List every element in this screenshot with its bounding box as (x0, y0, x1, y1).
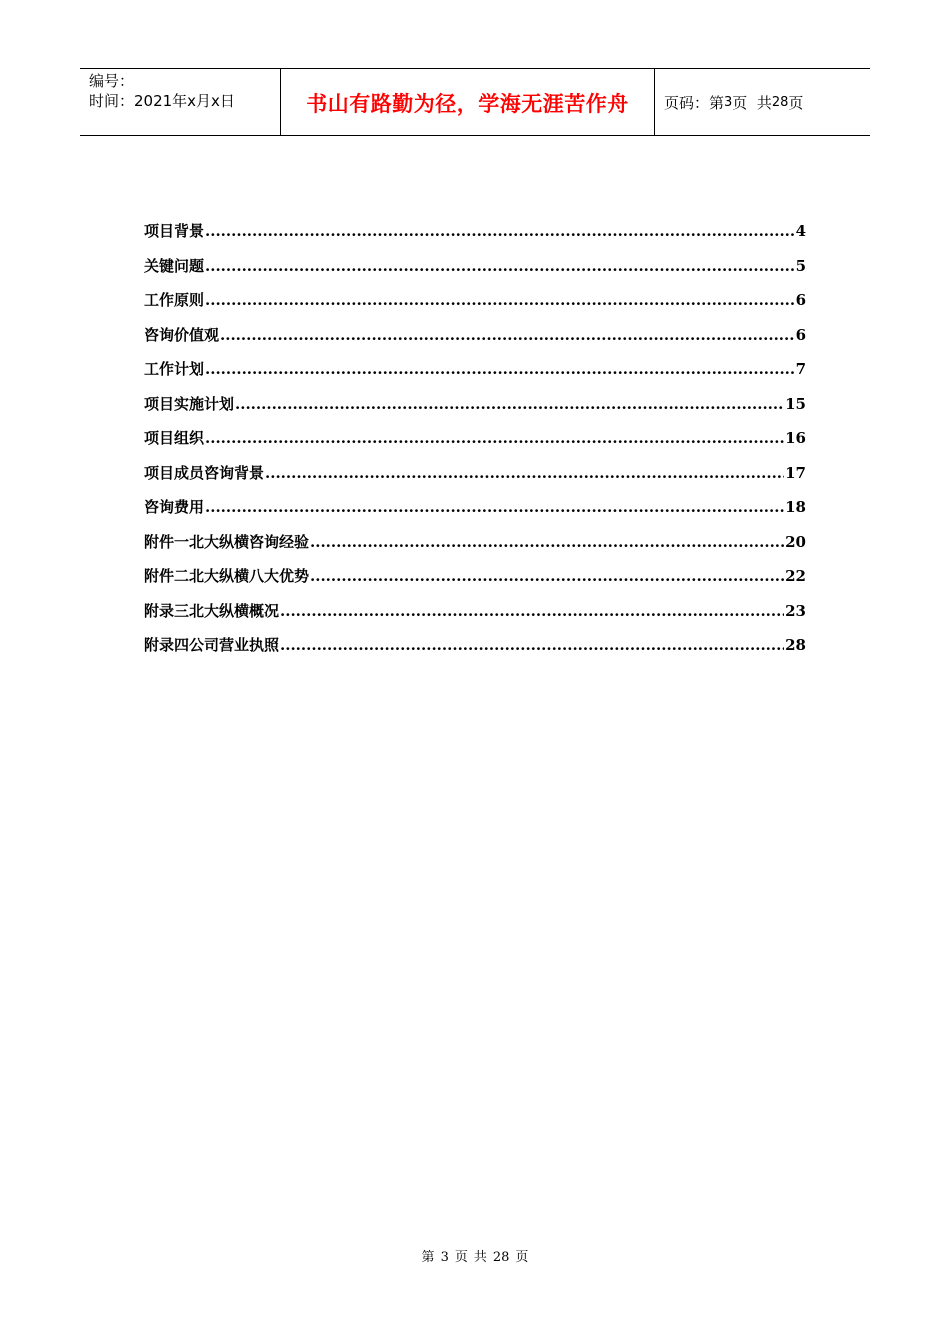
toc-leader-dots (205, 498, 784, 516)
footer-total-pages: 28 (492, 1250, 510, 1265)
toc-entry[interactable] (144, 255, 806, 290)
document-time-label: 时间：2021年x月x日 (89, 92, 235, 110)
toc-entry-title: 附录三北大纵横概况 (144, 601, 280, 620)
toc-entry-title: 工作原则 (144, 291, 205, 309)
toc-entry[interactable] (144, 220, 806, 255)
toc-entry[interactable] (144, 634, 806, 669)
toc-entry-page: 4 (795, 222, 806, 240)
toc-leader-dots (220, 326, 795, 344)
toc-entry-title: 附件二北大纵横八大优势 (144, 567, 310, 585)
toc-entry-title: 项目背景 (144, 222, 205, 240)
toc-entry[interactable] (144, 427, 806, 462)
toc-leader-dots (310, 567, 784, 585)
toc-entry-page: 7 (795, 360, 806, 378)
toc-entry[interactable] (144, 393, 806, 428)
footer-current-page: 3 (440, 1250, 449, 1265)
toc-leader-dots (205, 257, 795, 275)
toc-leader-dots (205, 429, 784, 447)
toc-leader-dots (205, 291, 795, 309)
toc-entry-page: 5 (795, 256, 806, 275)
toc-entry-title: 附录四公司营业执照 (144, 636, 280, 654)
footer-page-word: 页 (454, 1250, 468, 1265)
toc-entry[interactable] (144, 289, 806, 324)
toc-entry[interactable] (144, 358, 806, 393)
header-meta (80, 69, 281, 135)
toc-leader-dots (280, 636, 784, 654)
page-prefix: 页码：第 (664, 93, 725, 112)
toc-entry[interactable] (144, 565, 806, 600)
toc-entry-title: 附件一北大纵横咨询经验 (144, 532, 310, 551)
toc-entry-title: 工作计划 (144, 360, 205, 378)
header-motto-cell (281, 69, 655, 135)
footer-first: 第 (421, 1250, 435, 1265)
toc-leader-dots (280, 602, 784, 620)
toc-leader-dots (205, 222, 795, 240)
toc-entry-page: 6 (795, 291, 806, 309)
toc-entry-page: 18 (785, 498, 806, 516)
toc-leader-dots (310, 533, 784, 551)
toc-leader-dots (205, 360, 795, 378)
toc-entry-page: 20 (785, 532, 806, 551)
toc-entry-title: 关键问题 (144, 256, 205, 275)
toc-entry-page: 28 (785, 636, 806, 654)
toc-entry[interactable] (144, 496, 806, 531)
page-footer (0, 1246, 950, 1265)
toc-entry[interactable] (144, 462, 806, 497)
toc-entry-page: 22 (785, 567, 806, 585)
toc-entry-title: 项目组织 (144, 429, 205, 447)
toc-entry[interactable] (144, 324, 806, 359)
footer-total-word: 共 (473, 1250, 487, 1265)
toc-entry-title: 项目实施计划 (144, 394, 235, 413)
page-mid: 页 共 (732, 93, 772, 112)
page-header (80, 68, 870, 136)
footer-page-word-2: 页 (515, 1250, 529, 1265)
toc-entry-page: 15 (785, 394, 806, 413)
table-of-contents (144, 220, 806, 669)
toc-entry-title: 项目成员咨询背景 (144, 463, 265, 482)
document-number-label: 编号： (89, 72, 135, 90)
page-current: 3 (724, 94, 733, 110)
toc-entry-page: 6 (795, 325, 806, 344)
toc-leader-dots (265, 464, 784, 482)
page-suffix: 页 (788, 93, 804, 112)
page-total: 28 (771, 94, 789, 110)
toc-entry[interactable] (144, 531, 806, 566)
toc-entry-title: 咨询费用 (144, 498, 205, 516)
toc-entry-page: 23 (785, 601, 806, 620)
toc-entry-page: 16 (785, 429, 806, 447)
toc-entry-page: 17 (785, 463, 806, 482)
toc-entry[interactable] (144, 600, 806, 635)
toc-leader-dots (235, 395, 784, 413)
toc-entry-title: 咨询价值观 (144, 325, 220, 344)
header-page-info (655, 69, 870, 135)
header-motto: 书山有路勤为径，学海无涯苦作舟 (306, 92, 629, 116)
